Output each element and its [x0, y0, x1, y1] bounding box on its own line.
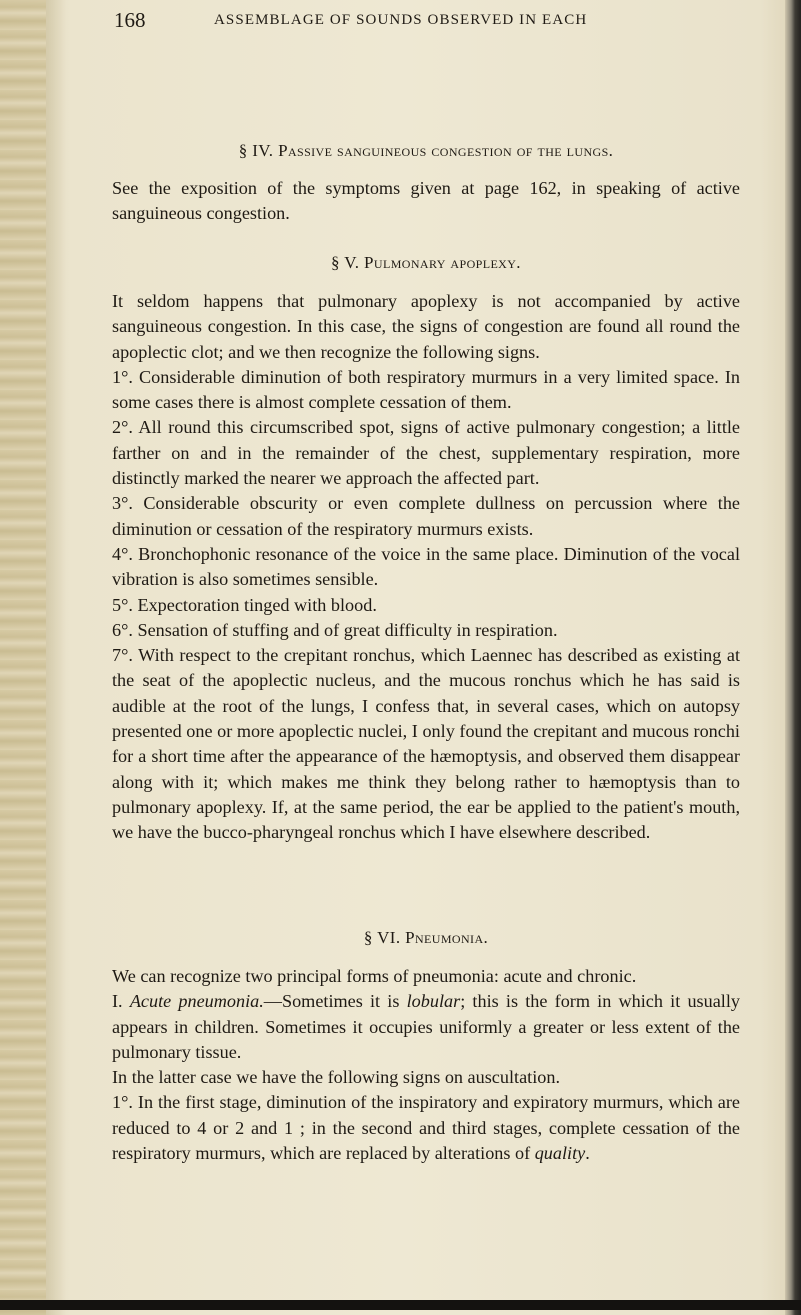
section-v-item-5: 5°. Expectoration tinged with blood.	[112, 594, 377, 615]
page-bottom-border	[0, 1300, 801, 1310]
section-v-item-1: 1°. Considerable diminution of both respiratory murmurs in a very limited space. In some cases there is almost complete cessation of them.	[112, 366, 740, 413]
section-v-item-2: 2°. All round this circumscribed spot, signs of active pulmonary congestion; a little farther on and in the remainder of the chest, supplementary respiration, more distinctly marked the nearer we approach the affected part.	[112, 417, 740, 489]
section-vi-body	[112, 964, 740, 1166]
page-right-shadow	[785, 0, 801, 1315]
section-vi-item-i	[112, 989, 740, 1065]
item-i-label: I.	[112, 991, 123, 1012]
running-head	[114, 8, 754, 38]
section-v-heading: § V. Pulmonary apoplexy.	[331, 253, 521, 272]
section-iv-paragraph	[112, 176, 740, 227]
page-left-binding-edge	[0, 0, 46, 1315]
section-v-item-3: 3°. Considerable obscurity or even complete dullness on percussion where the diminution or cessation of the respiratory murmurs exists.	[112, 493, 740, 539]
item-i-text-a: —Sometimes it is	[263, 991, 407, 1012]
item-i-text-b: ; this is the form in which it usually appears in children. Sometimes it occupies uniformly a greater or less extent of the pulmonary tissue.	[112, 991, 740, 1062]
section-vi-heading: § VI. Pneumonia.	[363, 928, 489, 947]
section-v-item-7: 7°. With respect to the crepitant ronchus, which Laennec has described as existing at the seat of the apoplectic nucleus, and the mucous ronchus which he has said is audible at the root of the lungs, I confess that, in several cases, which on autopsy presented one or more apoplectic nuclei, I only found the crepitant and mucous ronchi for a short time after the appearance of the hæmoptysis, and observed them disappear along with it; which makes me think they belong rather to hæmoptysis than to pulmonary apoplexy. If, at the same period, the ear be applied to the patient's mouth, we have the bucco-pharyngeal ronchus which I have elsewhere described.	[112, 645, 740, 843]
item-i-lobular: lobular	[406, 991, 461, 1012]
section-vi-item-1	[112, 1090, 740, 1166]
section-iv-text: See the exposition of the symptoms given at page 162, in speaking of active sanguineous congestion.	[112, 178, 740, 224]
section-vi-intro: We can recognize two principal forms of pneumonia: acute and chronic.	[112, 966, 637, 986]
section-v-body	[112, 289, 740, 846]
item-1-quality: quality	[534, 1143, 586, 1164]
section-v-item-6: 6°. Sensation of stuffing and of great difficulty in respiration.	[112, 619, 558, 640]
item-1-end: .	[585, 1143, 590, 1164]
section-vi-latter-case: In the latter case we have the following signs on auscultation.	[112, 1067, 560, 1088]
item-i-term: Acute pneumonia.	[129, 991, 264, 1012]
page-number: 168	[114, 8, 146, 32]
section-v-item-4: 4°. Bronchophonic resonance of the voice in the same place. Diminution of the vocal vibration is also sometimes sensible.	[112, 543, 740, 590]
item-1-text: 1°. In the first stage, diminution of the inspiratory and expiratory murmurs, which are reduced to 4 or 2 and 1 ; in the second and third stages, complete cessation of the respiratory murmurs, which are replaced by alterations of	[112, 1092, 740, 1164]
section-v-intro: It seldom happens that pulmonary apoplexy is not accompanied by active sanguineous congestion. In this case, the signs of congestion are found all round the apoplectic clot; and we then recognize the following signs.	[112, 291, 740, 362]
section-iv-heading: § IV. Passive sanguineous congestion of the lungs.	[238, 141, 614, 160]
running-head-title: ASSEMBLAGE OF SOUNDS OBSERVED IN EACH	[214, 12, 588, 28]
